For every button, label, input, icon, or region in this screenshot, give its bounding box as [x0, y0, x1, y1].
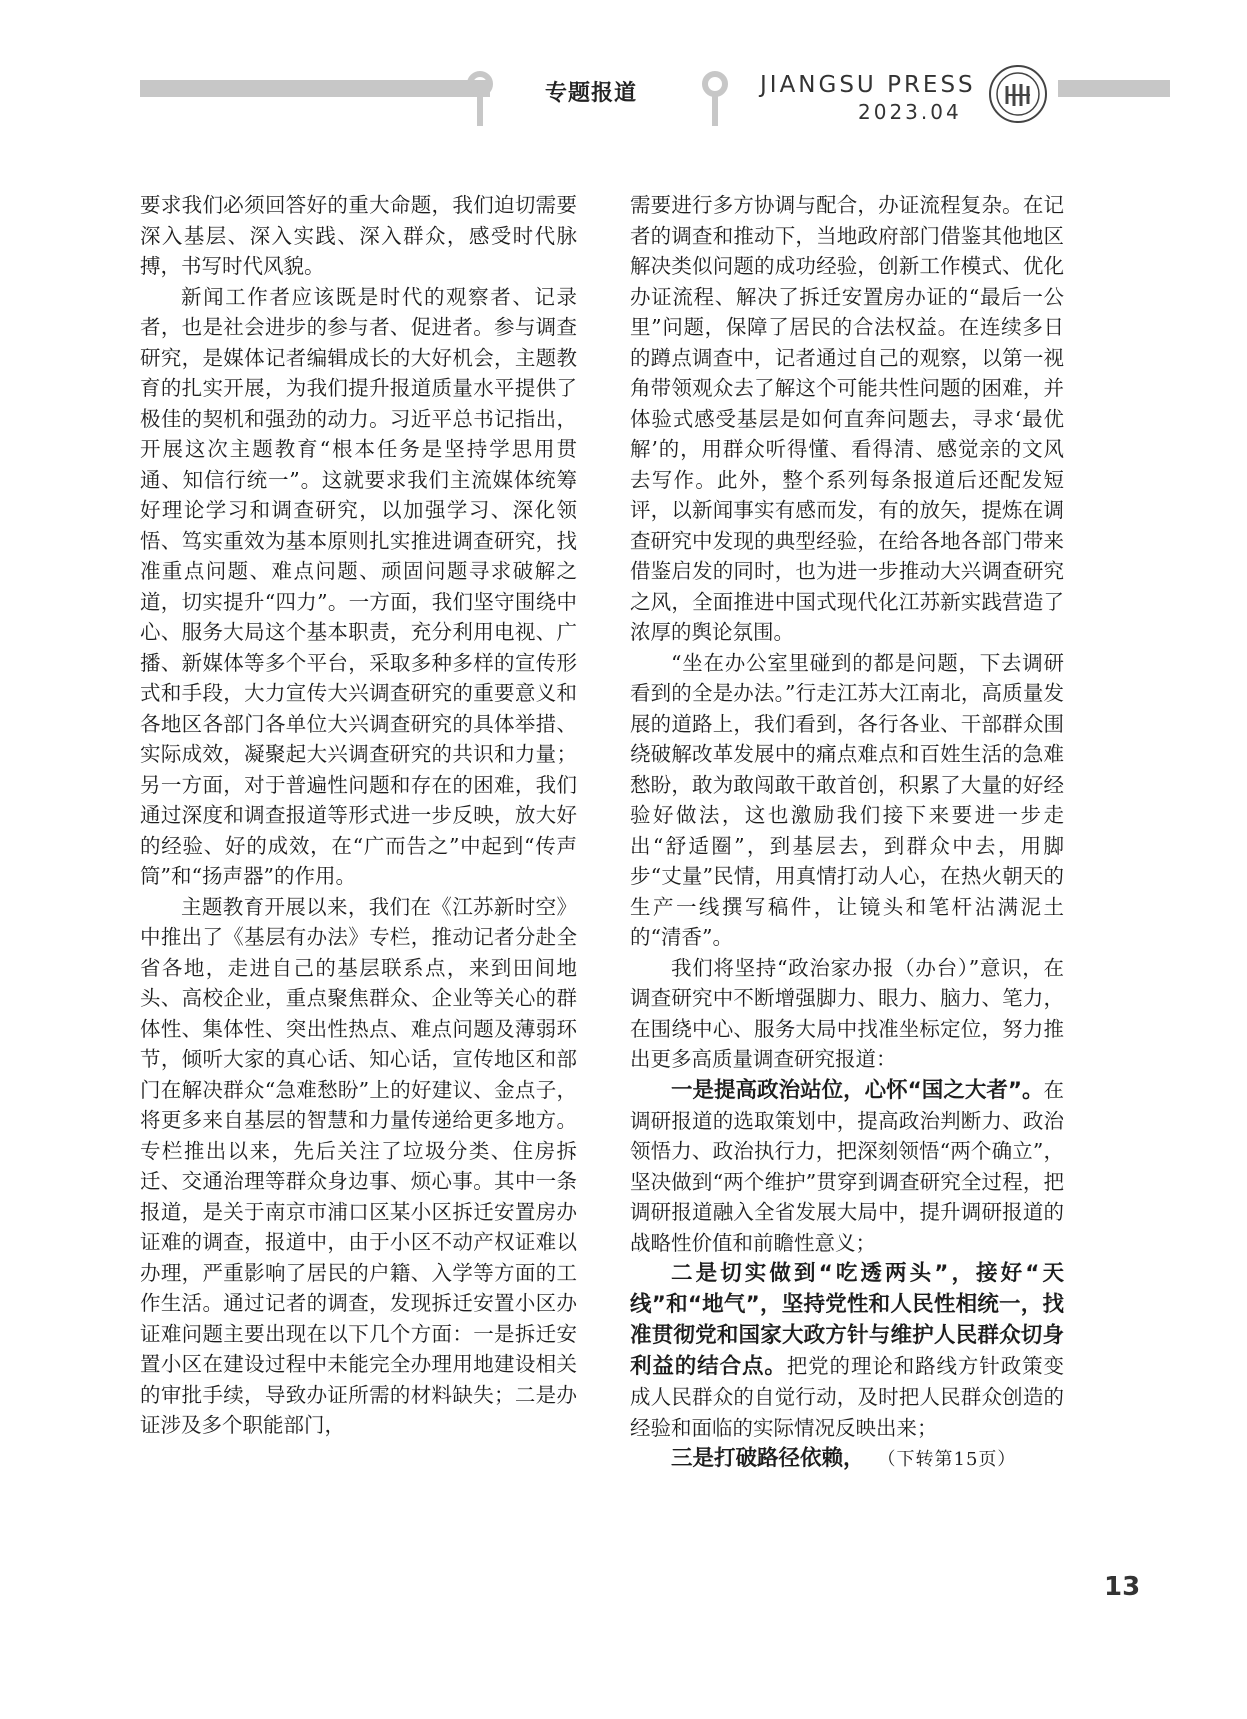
point-body: 把党的理论和路线方针政策变成人民群众的自觉行动，及时把人民群众创造的经验和面临的实际情况反映出来；: [630, 1354, 1064, 1440]
point-heading: 二是切实做到“吃透两头”，接好“天线”和“地气”，坚持党性和人民性相统一，找准贯彻党和国家大政方针与维护人民群众切身利益的结合点。: [630, 1261, 1064, 1379]
issue-date: 2023.04: [858, 100, 962, 124]
article-left-column: [140, 190, 577, 1441]
point-one: [630, 1075, 1064, 1259]
point-heading: 一是提高政治站位，心怀“国之大者”。: [671, 1077, 1044, 1103]
paragraph: 主题教育开展以来，我们在《江苏新时空》中推出了《基层有办法》专栏，推动记者分赴全省各地，走进自己的基层联系点，来到田间地头、高校企业，重点聚焦群众、企业等关心的群体性、集体性、突出性热点、难点问题及薄弱环节，倾听大家的真心话、知心话，宣传地区和部门在解决群众“急难愁盼”上的好建议、金点子，将更多来自基层的智慧和力量传递给更多地方。专栏推出以来，先后关注了垃圾分类、住房拆迁、交通治理等群众身边事、烦心事。其中一条报道，是关于南京市浦口区某小区拆迁安置房办证难的调查，报道中，由于小区不动产权证难以办理，严重影响了居民的户籍、入学等方面的工作生活。通过记者的调查，发现拆迁安置小区办证难问题主要出现在以下几个方面：一是拆迁安置小区在建设过程中未能完全办理用地建设相关的审批手续，导致办证所需的材料缺失；二是办证涉及多个职能部门，: [140, 894, 577, 1437]
point-three: [630, 1443, 1064, 1476]
point-heading: 三是打破路径依赖，: [671, 1446, 865, 1471]
point-two: [630, 1258, 1064, 1443]
page-header: [0, 0, 1247, 140]
article-right-column: [630, 190, 1064, 1476]
header-bar-left: [140, 80, 490, 97]
paragraph: 需要进行多方协调与配合，办证流程复杂。在记者的调查和推动下，当地政府部门借鉴其他地区解决类似问题的成功经验，创新工作模式、优化办证流程、解决了拆迁安置房办证的“最后一公里”问题，保障了居民的合法权益。在连续多日的蹲点调查中，记者通过自己的观察，以第一视角带领观众去了解这个可能共性问题的困难，并体验式感受基层是如何直奔问题去，寻求‘最优解’的，用群众听得懂、看得清、感觉亲的文风去写作。此外，整个系列每条报道后还配发短评，以新闻事实有感而发，有的放矢，提炼在调查研究中发现的典型经验，在给各地各部门带来借鉴启发的同时，也为进一步推动大兴调查研究之风，全面推进中国式现代化江苏新实践营造了浓厚的舆论氛围。: [630, 193, 1064, 644]
location-pin-icon: [700, 70, 730, 128]
location-pin-icon: [465, 70, 495, 128]
section-title: 专题报道: [545, 81, 638, 106]
paragraph: 要求我们必须回答好的重大命题，我们迫切需要深入基层、深入实践、深入群众，感受时代脉搏，书写时代风貌。: [140, 193, 577, 278]
press-name: JIANGSU PRESS: [760, 72, 976, 98]
paragraph: “坐在办公室里碰到的都是问题，下去调研看到的全是办法。”行走江苏大江南北，高质量发展的道路上，我们看到，各行各业、干部群众围绕破解改革发展中的痛点难点和百姓生活的急难愁盼，敢为敢闯敢干敢首创，积累了大量的好经验好做法，这也激励我们接下来要进一步走出“舒适圈”，到基层去，到群众中去，用脚步“丈量”民情，用真情打动人心，在热火朝天的生产一线撰写稿件，让镜头和笔杆沾满泥土的“清香”。: [630, 650, 1064, 949]
continuation-note: （下转第15页）: [886, 1449, 1017, 1470]
paragraph: 我们将坚持“政治家办报（办台）”意识，在调查研究中不断增强脚力、眼力、脑力、笔力，在围绕中心、服务大局中找准坐标定位，努力推出更多高质量调查研究报道：: [630, 955, 1064, 1071]
page-number: 13: [1104, 1572, 1141, 1602]
header-bar-right: [1058, 80, 1170, 97]
point-body: 在调研报道的选取策划中，提高政治判断力、政治领悟力、政治执行力，把深刻领悟“两个确立”，坚决做到“两个维护”贯穿到调查研究全过程，把调研报道融入全省发展大局中，提升调研报道的战略性价值和前瞻性意义；: [630, 1077, 1064, 1255]
paragraph: 新闻工作者应该既是时代的观察者、记录者，也是社会进步的参与者、促进者。参与调查研究，是媒体记者编辑成长的大好机会，主题教育的扎实开展，为我们提升报道质量水平提供了极佳的契机和强劲的动力。习近平总书记指出，开展这次主题教育“根本任务是坚持学思用贯通、知信行统一”。这就要求我们主流媒体统筹好理论学习和调查研究，以加强学习、深化领悟、笃实重效为基本原则扎实推进调查研究，找准重点问题、难点问题、顽固问题寻求破解之道，切实提升“四力”。一方面，我们坚守围绕中心、服务大局这个基本职责，充分利用电视、广播、新媒体等多个平台，采取多种多样的宣传形式和手段，大力宣传大兴调查研究的重要意义和各地区各部门各单位大兴调查研究的具体举措、实际成效，凝聚起大兴调查研究的共识和力量；另一方面，对于普遍性问题和存在的困难，我们通过深度和调查报道等形式进一步反映，放大好的经验、好的成效，在“广而告之”中起到“传声筒”和“扬声器”的作用。: [140, 284, 577, 888]
jiangsu-press-logo-icon: [988, 64, 1048, 124]
